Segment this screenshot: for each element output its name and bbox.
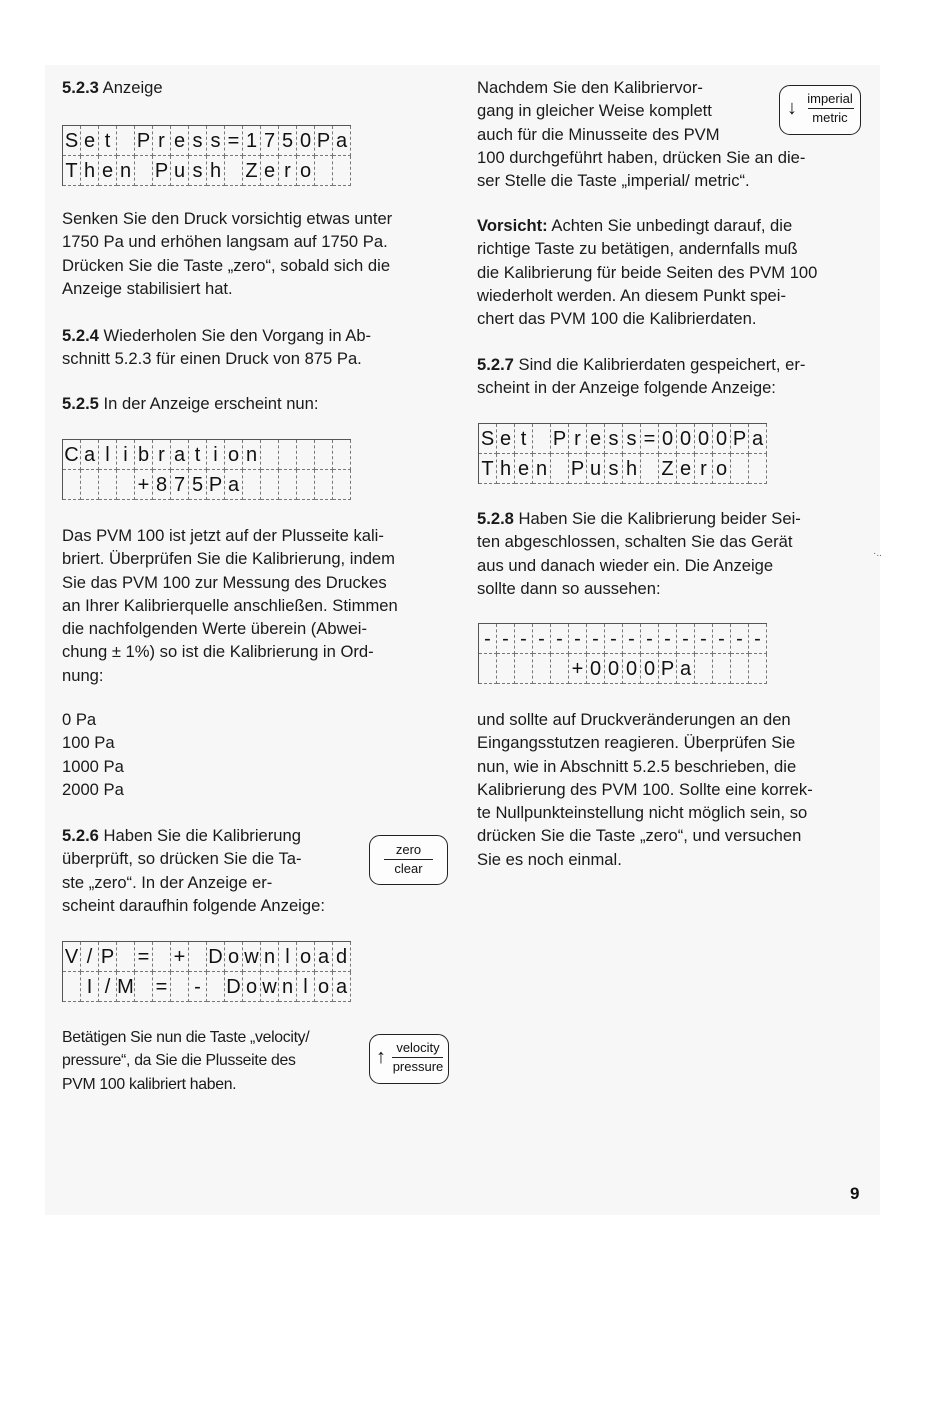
text-line: aus und danach wieder ein. Die Anzeige	[477, 555, 774, 575]
lcd-char-cell: 7	[261, 126, 279, 156]
lcd-char-cell	[749, 454, 767, 484]
lcd-char-cell: 0	[641, 654, 659, 684]
lcd-char-cell: w	[243, 942, 261, 972]
lcd-char-cell: =	[641, 424, 659, 454]
lcd-char-cell: -	[189, 972, 207, 1002]
text-line: scheint in der Anzeige folgende Anzeige:	[477, 378, 776, 398]
lcd-char-cell: 0	[623, 654, 641, 684]
text-line: die Kalibrierung für beide Seiten des PVM 100	[477, 262, 818, 282]
page-number: 9	[850, 1184, 860, 1203]
lcd-char-cell: 0	[659, 424, 677, 454]
text-line: Anzeige stabilisiert hat.	[62, 278, 233, 298]
lcd-char-cell: a	[333, 126, 351, 156]
key-label-bottom: metric	[812, 110, 848, 125]
lcd-char-cell: S	[479, 424, 497, 454]
text-line: ten abgeschlossen, schalten Sie das Gerät	[477, 532, 793, 552]
lcd-char-cell	[497, 654, 515, 684]
key-label-top: imperial	[807, 91, 853, 106]
velocity-pressure-key[interactable]	[369, 1034, 449, 1084]
lcd-char-cell: +	[135, 470, 153, 500]
lcd-char-cell: P	[659, 654, 677, 684]
text-line: PVM 100 kalibriert haben.	[62, 1075, 237, 1093]
lcd-char-cell: D	[225, 972, 243, 1002]
lcd-char-cell: h	[497, 454, 515, 484]
lcd-char-cell: t	[99, 126, 117, 156]
lcd-display-download	[62, 941, 351, 1002]
value-item: 2000 Pa	[62, 779, 124, 799]
lcd-char-cell: P	[551, 424, 569, 454]
paragraph-velocity-pressure	[62, 1026, 309, 1096]
lcd-char-cell: u	[587, 454, 605, 484]
lcd-char-cell: n	[261, 942, 279, 972]
text-line: schnitt 5.2.3 für einen Druck von 875 Pa.	[62, 349, 362, 369]
text-line: Eingangsstutzen reagieren. Überprüfen Sie	[477, 733, 796, 753]
lcd-char-cell: h	[81, 156, 99, 186]
section-number: 5.2.8	[477, 509, 514, 528]
lcd-char-cell: s	[189, 156, 207, 186]
section-5-2-6	[62, 824, 325, 917]
text-line: Sie das PVM 100 zur Messung des Druckes	[62, 572, 387, 592]
lcd-char-cell: t	[189, 440, 207, 470]
lcd-char-cell: e	[81, 126, 99, 156]
key-divider	[384, 859, 433, 860]
lcd-char-cell	[333, 440, 351, 470]
lcd-char-cell: P	[99, 942, 117, 972]
lcd-char-cell: -	[641, 624, 659, 654]
lcd-char-cell: e	[171, 126, 189, 156]
text-line: Senken Sie den Druck vorsichtig etwas unter	[62, 209, 393, 228]
lcd-char-cell: a	[225, 470, 243, 500]
lcd-char-cell: P	[135, 126, 153, 156]
down-arrow-icon: ↓	[787, 97, 797, 119]
lcd-char-cell: a	[677, 654, 695, 684]
text-line: Achten Sie unbedingt darauf, die	[551, 216, 793, 235]
text-line: nung:	[62, 665, 104, 685]
text-line: richtige Taste zu betätigen, andernfalls muß	[477, 239, 798, 259]
lcd-char-cell: 0	[677, 424, 695, 454]
lcd-char-cell: h	[623, 454, 641, 484]
lcd-char-cell: a	[749, 424, 767, 454]
lcd-char-cell: 0	[297, 126, 315, 156]
lcd-char-cell	[479, 654, 497, 684]
lcd-char-cell: r	[569, 424, 587, 454]
lcd-char-cell: o	[297, 156, 315, 186]
text-line: und sollte auf Druckveränderungen an den	[477, 710, 791, 729]
lcd-char-cell: o	[243, 972, 261, 1002]
section-number: 5.2.7	[477, 355, 514, 374]
text-line: Nachdem Sie den Kalibriervor-	[477, 78, 703, 97]
lcd-char-cell: n	[279, 972, 297, 1002]
lcd-char-cell	[279, 470, 297, 500]
lcd-char-cell	[225, 156, 243, 186]
up-arrow-icon: ↑	[376, 1046, 386, 1068]
lcd-char-cell: e	[587, 424, 605, 454]
lcd-char-cell: r	[153, 440, 171, 470]
text-line: scheint daraufhin folgende Anzeige:	[62, 895, 325, 915]
lcd-char-cell: -	[551, 624, 569, 654]
lcd-char-cell: e	[515, 454, 533, 484]
section-number: 5.2.3	[62, 78, 99, 97]
lcd-char-cell: r	[279, 156, 297, 186]
text-line: überprüft, so drücken Sie die Ta-	[62, 849, 302, 869]
lcd-char-cell: -	[713, 624, 731, 654]
lcd-display-set-press-0000	[478, 423, 767, 484]
lcd-char-cell: e	[677, 454, 695, 484]
lcd-char-cell: 5	[189, 470, 207, 500]
lcd-char-cell: Z	[659, 454, 677, 484]
lcd-char-cell	[297, 440, 315, 470]
lcd-char-cell	[333, 470, 351, 500]
section-5-2-8	[477, 507, 801, 600]
text-line: Kalibrierung des PVM 100. Sollte eine korrek-	[477, 779, 813, 799]
text-line: Betätigen Sie nun die Taste „velocity/	[62, 1029, 310, 1046]
section-5-2-5	[62, 392, 319, 415]
lcd-char-cell	[315, 440, 333, 470]
lcd-char-cell	[641, 454, 659, 484]
lcd-char-cell: n	[533, 454, 551, 484]
key-label-bottom: clear	[394, 861, 423, 876]
lcd-char-cell: -	[731, 624, 749, 654]
lcd-char-cell: =	[225, 126, 243, 156]
lcd-char-cell: T	[63, 156, 81, 186]
lcd-char-cell	[135, 972, 153, 1002]
lcd-char-cell: +	[569, 654, 587, 684]
lcd-char-cell: n	[117, 156, 135, 186]
lcd-char-cell: P	[207, 470, 225, 500]
caution-label: Vorsicht:	[477, 216, 548, 235]
caution-paragraph	[477, 214, 817, 330]
lcd-char-cell: e	[261, 156, 279, 186]
lcd-char-cell: P	[153, 156, 171, 186]
lcd-char-cell: -	[623, 624, 641, 654]
value-item: 0 Pa	[62, 710, 97, 729]
text-line: auch für die Minusseite des PVM	[477, 124, 720, 144]
text-line: an Ihrer Kalibrierquelle anschließen. Stimmen	[62, 595, 398, 615]
lcd-char-cell: o	[225, 942, 243, 972]
lcd-char-cell: a	[171, 440, 189, 470]
lcd-char-cell: -	[695, 624, 713, 654]
lcd-char-cell: d	[333, 942, 351, 972]
lcd-char-cell	[713, 654, 731, 684]
lcd-char-cell	[315, 470, 333, 500]
lcd-char-cell: D	[207, 942, 225, 972]
lcd-char-cell: e	[99, 156, 117, 186]
lcd-char-cell	[731, 454, 749, 484]
lcd-char-cell: 1	[243, 126, 261, 156]
lcd-char-cell: s	[207, 126, 225, 156]
lcd-char-cell	[749, 654, 767, 684]
lcd-char-cell: a	[315, 942, 333, 972]
lcd-char-cell: u	[171, 156, 189, 186]
text-line: Das PVM 100 ist jetzt auf der Plusseite kali-	[62, 526, 384, 545]
lcd-char-cell: 0	[695, 424, 713, 454]
lcd-char-cell: -	[533, 624, 551, 654]
text-line: In der Anzeige erscheint nun:	[103, 394, 319, 413]
text-line: ser Stelle die Taste „imperial/ metric“.	[477, 171, 750, 191]
lcd-char-cell	[533, 424, 551, 454]
lcd-char-cell	[515, 654, 533, 684]
lcd-char-cell	[551, 454, 569, 484]
lcd-char-cell: 8	[153, 470, 171, 500]
paragraph-lower-pressure	[62, 207, 392, 300]
key-divider	[808, 108, 854, 109]
lcd-char-cell: Z	[243, 156, 261, 186]
lcd-char-cell: n	[243, 440, 261, 470]
text-line: Drücken Sie die Taste „zero“, sobald sich die	[62, 255, 391, 275]
section-number: 5.2.6	[62, 826, 99, 845]
lcd-char-cell: 5	[279, 126, 297, 156]
lcd-char-cell: S	[63, 126, 81, 156]
lcd-char-cell: i	[117, 440, 135, 470]
lcd-char-cell: s	[605, 454, 623, 484]
section-5-2-4	[62, 324, 371, 371]
lcd-char-cell: P	[569, 454, 587, 484]
text-line: Haben Sie die Kalibrierung	[103, 826, 301, 845]
text-line: 100 durchgeführt haben, drücken Sie an die-	[477, 147, 806, 167]
lcd-char-cell	[63, 972, 81, 1002]
lcd-char-cell: M	[117, 972, 135, 1002]
text-line: Wiederholen Sie den Vorgang in Ab-	[103, 326, 372, 345]
lcd-char-cell: o	[225, 440, 243, 470]
value-item: 1000 Pa	[62, 756, 124, 776]
lcd-char-cell: 0	[587, 654, 605, 684]
lcd-char-cell	[117, 942, 135, 972]
lcd-char-cell: b	[135, 440, 153, 470]
lcd-char-cell: s	[189, 126, 207, 156]
lcd-char-cell: C	[63, 440, 81, 470]
lcd-char-cell: r	[153, 126, 171, 156]
text-line: Sie es noch einmal.	[477, 849, 622, 869]
lcd-char-cell: -	[515, 624, 533, 654]
lcd-char-cell	[261, 470, 279, 500]
section-number: 5.2.4	[62, 326, 99, 345]
lcd-char-cell: =	[135, 942, 153, 972]
text-line: die nachfolgenden Werte überein (Abwei-	[62, 619, 368, 639]
text-line: te Nullpunkteinstellung nicht möglich sein, so	[477, 803, 808, 823]
lcd-char-cell	[243, 470, 261, 500]
lcd-char-cell: o	[713, 454, 731, 484]
lcd-char-cell	[63, 470, 81, 500]
text-line: chung ± 1%) so ist die Kalibrierung in Ord-	[62, 642, 374, 662]
lcd-char-cell: -	[749, 624, 767, 654]
scan-speck: ·..	[873, 548, 882, 559]
text-line: wiederholt werden. An diesem Punkt spei-	[477, 285, 786, 305]
lcd-char-cell: =	[153, 972, 171, 1002]
lcd-char-cell: i	[207, 440, 225, 470]
section-title: Anzeige	[102, 78, 163, 97]
lcd-display-calibration	[62, 439, 351, 500]
lcd-char-cell: P	[731, 424, 749, 454]
lcd-char-cell	[117, 126, 135, 156]
text-line: pressure“, da Sie die Plusseite des	[62, 1052, 296, 1070]
key-label-top: zero	[395, 842, 422, 857]
lcd-char-cell: -	[497, 624, 515, 654]
text-line: Sind die Kalibrierdaten gespeichert, er-	[518, 355, 806, 374]
lcd-display-set-press-1750	[62, 125, 351, 186]
key-label-top: velocity	[396, 1040, 440, 1055]
text-line: chert das PVM 100 die Kalibrierdaten.	[477, 309, 757, 329]
text-line: 1750 Pa und erhöhen langsam auf 1750 Pa.	[62, 232, 388, 252]
lcd-char-cell: 0	[605, 654, 623, 684]
lcd-char-cell	[333, 156, 351, 186]
text-line: drücken Sie die Taste „zero“, und versuchen	[477, 826, 802, 846]
text-line: Haben Sie die Kalibrierung beider Sei-	[518, 509, 801, 528]
lcd-char-cell: w	[261, 972, 279, 1002]
lcd-char-cell: a	[81, 440, 99, 470]
lcd-char-cell: a	[333, 972, 351, 1002]
lcd-char-cell	[695, 654, 713, 684]
lcd-char-cell	[315, 156, 333, 186]
lcd-char-cell	[551, 654, 569, 684]
lcd-char-cell	[135, 156, 153, 186]
text-line: nun, wie in Abschnitt 5.2.5 beschrieben, die	[477, 756, 797, 776]
lcd-char-cell: -	[659, 624, 677, 654]
text-line: briert. Überprüfen Sie die Kalibrierung, indem	[62, 549, 395, 569]
lcd-char-cell	[189, 942, 207, 972]
lcd-char-cell: P	[315, 126, 333, 156]
paragraph-minus-side	[477, 76, 805, 192]
lcd-char-cell: /	[81, 942, 99, 972]
lcd-char-cell: s	[623, 424, 641, 454]
lcd-char-cell	[81, 470, 99, 500]
lcd-char-cell: o	[315, 972, 333, 1002]
key-label-bottom: pressure	[392, 1059, 444, 1074]
lcd-char-cell: -	[677, 624, 695, 654]
paragraph-pressure-response	[477, 708, 813, 871]
lcd-char-cell: V	[63, 942, 81, 972]
lcd-char-cell: -	[479, 624, 497, 654]
lcd-char-cell	[207, 972, 225, 1002]
text-line: gang in gleicher Weise komplett	[477, 101, 712, 121]
lcd-char-cell	[261, 440, 279, 470]
text-line: sollte dann so aussehen:	[477, 578, 661, 598]
lcd-char-cell	[297, 470, 315, 500]
text-line: ste „zero“. In der Anzeige er-	[62, 872, 273, 892]
lcd-char-cell	[117, 470, 135, 500]
key-divider	[392, 1057, 443, 1058]
imperial-metric-key[interactable]	[779, 85, 861, 135]
lcd-char-cell	[731, 654, 749, 684]
lcd-char-cell: t	[515, 424, 533, 454]
lcd-display-zero-reading	[478, 623, 767, 684]
lcd-char-cell: -	[587, 624, 605, 654]
lcd-char-cell: 0	[713, 424, 731, 454]
lcd-char-cell: -	[569, 624, 587, 654]
lcd-char-cell: +	[171, 942, 189, 972]
paragraph-calibration-check	[62, 524, 398, 687]
section-5-2-7	[477, 353, 805, 400]
lcd-char-cell: s	[605, 424, 623, 454]
lcd-char-cell: l	[279, 942, 297, 972]
lcd-char-cell: r	[695, 454, 713, 484]
value-item: 100 Pa	[62, 733, 115, 753]
lcd-char-cell: l	[297, 972, 315, 1002]
lcd-char-cell	[279, 440, 297, 470]
lcd-char-cell: -	[605, 624, 623, 654]
heading-5-2-3	[62, 76, 163, 99]
zero-clear-key[interactable]	[369, 835, 448, 885]
lcd-char-cell: /	[99, 972, 117, 1002]
section-number: 5.2.5	[62, 394, 99, 413]
lcd-char-cell	[171, 972, 189, 1002]
lcd-char-cell: I	[81, 972, 99, 1002]
value-list	[62, 708, 124, 801]
lcd-char-cell: e	[497, 424, 515, 454]
lcd-char-cell: T	[479, 454, 497, 484]
lcd-char-cell: 7	[171, 470, 189, 500]
lcd-char-cell: h	[207, 156, 225, 186]
lcd-char-cell	[533, 654, 551, 684]
lcd-char-cell: l	[99, 440, 117, 470]
lcd-char-cell	[153, 942, 171, 972]
lcd-char-cell: o	[297, 942, 315, 972]
lcd-char-cell	[99, 470, 117, 500]
